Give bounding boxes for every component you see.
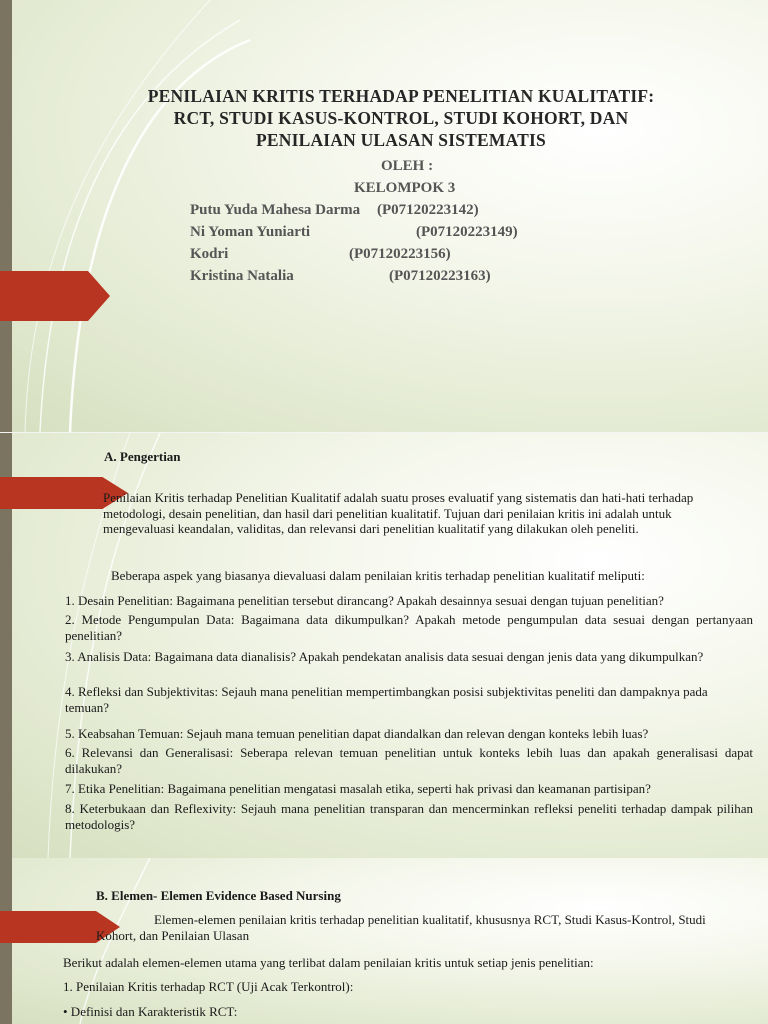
- title-line-2: RCT, STUDI KASUS-KONTROL, STUDI KOHORT, DAN: [173, 108, 629, 128]
- list-item: 3. Analisis Data: Bagaimana data dianalisis? Apakah pendekatan analisis data sesuai dengan jenis data yang dikumpulkan?: [65, 649, 704, 664]
- section-heading: B. Elemen- Elemen Evidence Based Nursing: [96, 888, 341, 903]
- definition-paragraph: Penilaian Kritis terhadap Penelitian Kualitatif adalah suatu proses evaluatif yang sistematis dan hati-hati terhadap metodologi, desain penelitian, dan hasil dari penelitian kualitatif. Tujuan dari penilaian kritis ini adalah untuk mengevaluasi keandalan, validitas, dan relevansi dari penelitian kualitatif yang dilakukan oleh peneliti.: [103, 490, 694, 536]
- slide-elements: [0, 858, 768, 1024]
- member-nim: (P07120223142): [377, 202, 479, 218]
- member-name: Kristina Natalia: [190, 268, 294, 284]
- group-label: KELOMPOK 3: [354, 180, 456, 196]
- aspects-intro: Beberapa aspek yang biasanya dievaluasi dalam penilaian kritis terhadap penelitian kualitatif meliputi:: [111, 568, 645, 583]
- elements-intro: Berikut adalah elemen-elemen utama yang terlibat dalam penilaian kritis untuk setiap jenis penelitian:: [63, 955, 594, 970]
- list-item: 2. Metode Pengumpulan Data: Bagaimana data dikumpulkan? Apakah metode pengumpulan data sesuai dengan pertanyaan penelitian?: [65, 612, 753, 643]
- by-label: OLEH :: [381, 158, 434, 174]
- member-name: Ni Yoman Yuniarti: [190, 224, 311, 240]
- title-line-1: PENILAIAN KRITIS TERHADAP PENELITIAN KUALITATIF:: [147, 86, 655, 106]
- slide-definition: [0, 433, 768, 858]
- bullet-item: • Definisi dan Karakteristik RCT:: [63, 1004, 238, 1019]
- side-band: [0, 0, 12, 432]
- list-item: 4. Refleksi dan Subjektivitas: Sejauh mana penelitian mempertimbangkan posisi subjektivitas peneliti dan dampaknya pada temuan?: [65, 684, 708, 715]
- accent-arrow: [0, 271, 110, 321]
- slide-title: [0, 0, 768, 432]
- member-nim: (P07120223156): [349, 246, 451, 262]
- list-item: 5. Keabsahan Temuan: Sejauh mana temuan penelitian dapat diandalkan dan relevan dengan konteks lebih luas?: [65, 726, 649, 741]
- list-item: 8. Keterbukaan dan Reflexivity: Sejauh mana penelitian transparan dan mencerminkan refleksi peneliti terhadap dampak pilihan metodologis?: [65, 801, 753, 832]
- member-name: Kodri: [190, 246, 229, 262]
- member-name: Putu Yuda Mahesa Darma: [190, 202, 361, 218]
- member-nim: (P07120223163): [389, 268, 491, 284]
- list-item: 1. Penilaian Kritis terhadap RCT (Uji Acak Terkontrol):: [63, 979, 354, 994]
- elements-paragraph: Elemen-elemen penilaian kritis terhadap penelitian kualitatif, khususnya RCT, Studi Kasus-Kontrol, Studi Kohort, dan Penilaian Ulasan: [96, 912, 706, 943]
- list-item: 6. Relevansi dan Generalisasi: Seberapa relevan temuan penelitian untuk konteks lebih luas dan apakah generalisasi dapat dilakukan?: [65, 745, 753, 776]
- title-line-3: PENILAIAN ULASAN SISTEMATIS: [255, 130, 546, 150]
- section-heading: A. Pengertian: [104, 449, 181, 464]
- member-nim: (P07120223149): [416, 224, 518, 240]
- list-item: 1. Desain Penelitian: Bagaimana penelitian tersebut dirancang? Apakah desainnya sesuai dengan tujuan penelitian?: [65, 593, 664, 608]
- list-item: 7. Etika Penelitian: Bagaimana penelitian mengatasi masalah etika, seperti hak privasi dan keamanan partisipan?: [65, 781, 651, 796]
